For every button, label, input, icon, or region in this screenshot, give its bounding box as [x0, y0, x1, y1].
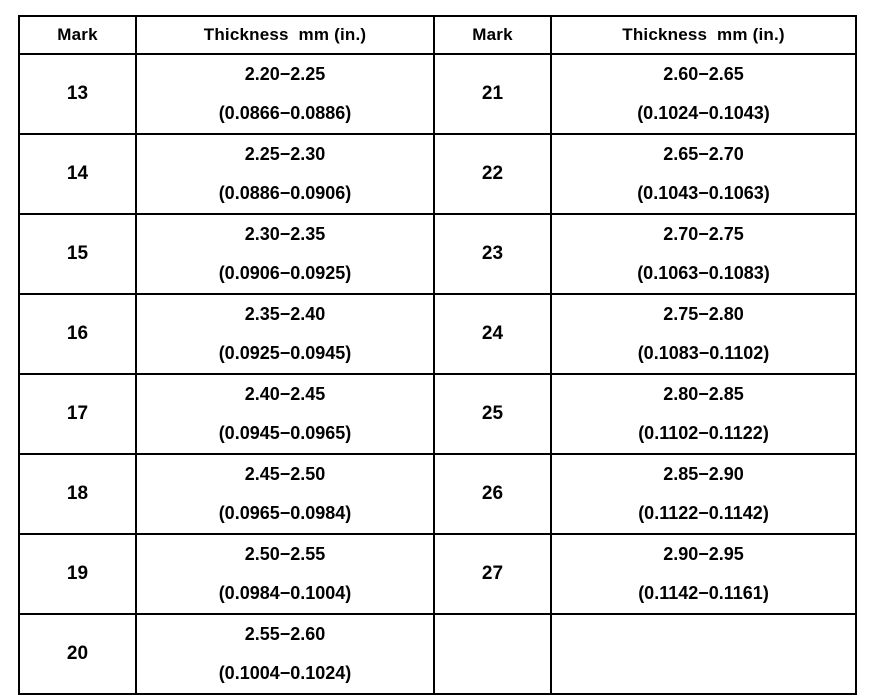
table-row: [19, 614, 856, 694]
table-row: [19, 134, 856, 214]
thickness-cell: [551, 374, 856, 454]
mark-cell: 13: [19, 54, 136, 134]
table-row: [19, 534, 856, 614]
thickness-cell: [551, 534, 856, 614]
mark-header-left: Mark: [19, 16, 136, 54]
thickness-mm: 2.50−2.55: [244, 544, 326, 564]
thickness-in: (0.0984−0.1004): [218, 583, 352, 603]
mark-cell: 21: [434, 54, 551, 134]
thickness-header-right: Thickness mm (in.): [551, 16, 856, 54]
thickness-in: (0.0866−0.0886): [218, 103, 352, 123]
thickness-in: (0.1083−0.1102): [637, 343, 770, 363]
thickness-cell: [136, 374, 434, 454]
mark-cell: 17: [19, 374, 136, 454]
thickness-mm: 2.45−2.50: [244, 464, 326, 484]
thickness-in: (0.1063−0.1083): [637, 263, 770, 283]
thickness-in: (0.0925−0.0945): [218, 343, 352, 363]
thickness-mm: 2.40−2.45: [244, 384, 326, 404]
thickness-cell: [551, 134, 856, 214]
thickness-in: (0.1043−0.1063): [637, 183, 770, 203]
thickness-mm: 2.25−2.30: [244, 144, 326, 164]
thickness-mm: 2.65−2.70: [663, 144, 744, 164]
thickness-mm: 2.90−2.95: [663, 544, 744, 564]
thickness-cell: [551, 294, 856, 374]
mark-cell: 25: [434, 374, 551, 454]
thickness-in: (0.1102−0.1122): [638, 423, 769, 443]
thickness-mm: 2.55−2.60: [244, 624, 326, 644]
shim-thickness-table: [18, 15, 857, 695]
thickness-cell: [551, 214, 856, 294]
thickness-cell: [136, 134, 434, 214]
table-row: [19, 54, 856, 134]
table-row: [19, 294, 856, 374]
thickness-cell: [136, 454, 434, 534]
mark-cell: 18: [19, 454, 136, 534]
thickness-in: (0.0906−0.0925): [218, 263, 352, 283]
table-row: [19, 374, 856, 454]
thickness-in: (0.0945−0.0965): [218, 423, 352, 443]
thickness-mm: 2.80−2.85: [663, 384, 744, 404]
thickness-in: (0.1142−0.1161): [638, 583, 769, 603]
thickness-mm: 2.70−2.75: [663, 224, 744, 244]
thickness-mm: 2.85−2.90: [663, 464, 744, 484]
thickness-header-left: Thickness mm (in.): [136, 16, 434, 54]
thickness-cell: [551, 454, 856, 534]
thickness-in: (0.1024−0.1043): [637, 103, 770, 123]
mark-cell: 16: [19, 294, 136, 374]
thickness-cell: [136, 614, 434, 694]
mark-cell: 24: [434, 294, 551, 374]
mark-cell: 20: [19, 614, 136, 694]
thickness-mm: 2.75−2.80: [663, 304, 744, 324]
thickness-cell: [136, 214, 434, 294]
thickness-cell: [136, 294, 434, 374]
mark-cell: 19: [19, 534, 136, 614]
thickness-mm: 2.60−2.65: [663, 64, 744, 84]
thickness-in: (0.0965−0.0984): [218, 503, 352, 523]
mark-cell: 26: [434, 454, 551, 534]
mark-cell: 27: [434, 534, 551, 614]
empty-mark-cell: [434, 614, 551, 694]
thickness-in: (0.0886−0.0906): [218, 183, 352, 203]
mark-header-right: Mark: [434, 16, 551, 54]
empty-thickness-cell: [551, 614, 856, 694]
thickness-mm: 2.20−2.25: [244, 64, 326, 84]
mark-cell: 22: [434, 134, 551, 214]
mark-cell: 15: [19, 214, 136, 294]
thickness-mm: 2.30−2.35: [244, 224, 326, 244]
thickness-cell: [136, 54, 434, 134]
thickness-in: (0.1122−0.1142): [638, 503, 769, 523]
mark-cell: 14: [19, 134, 136, 214]
header-row: [19, 16, 856, 54]
thickness-mm: 2.35−2.40: [244, 304, 326, 324]
mark-cell: 23: [434, 214, 551, 294]
table-row: [19, 214, 856, 294]
thickness-in: (0.1004−0.1024): [218, 663, 352, 683]
thickness-cell: [136, 534, 434, 614]
thickness-cell: [551, 54, 856, 134]
table-row: [19, 454, 856, 534]
